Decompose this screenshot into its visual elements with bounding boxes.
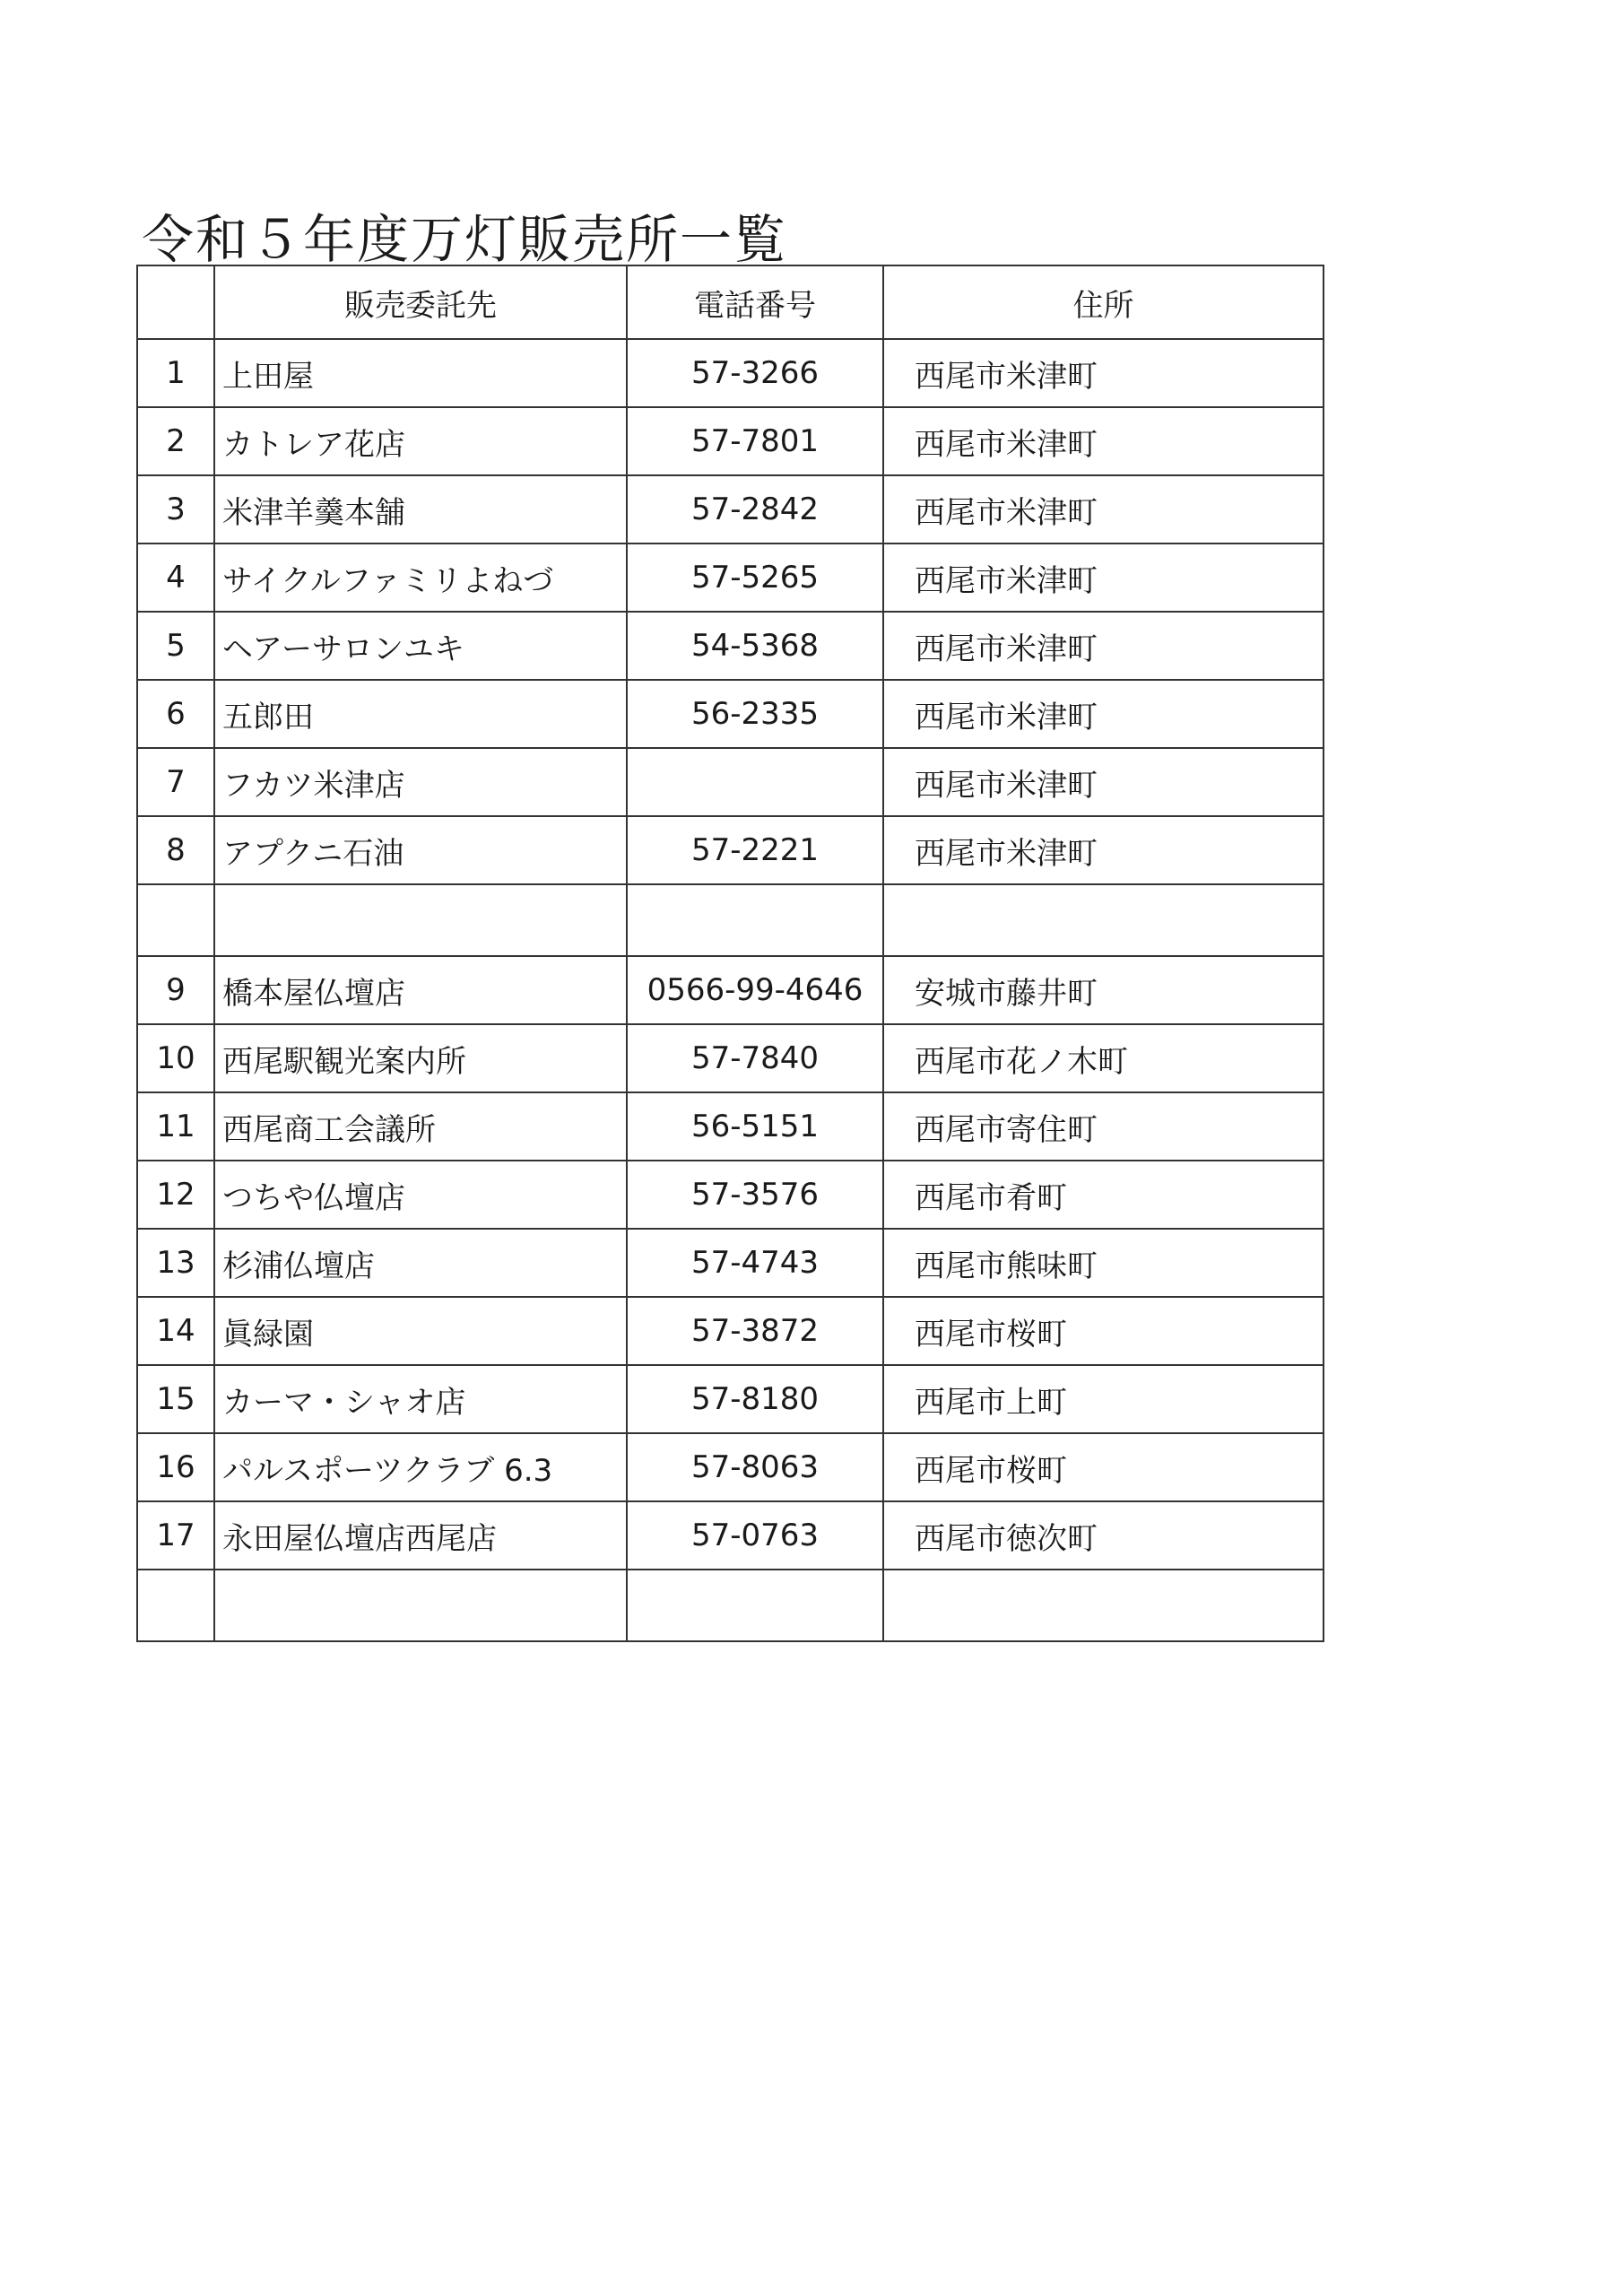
cell-name: 西尾商工会議所 xyxy=(214,1092,627,1161)
cell-no: 6 xyxy=(137,680,214,748)
cell-tel: 57-7840 xyxy=(627,1024,883,1092)
cell-address: 西尾市桜町 xyxy=(883,1297,1324,1365)
cell-no: 4 xyxy=(137,544,214,612)
cell-name: 上田屋 xyxy=(214,339,627,407)
cell-address: 西尾市肴町 xyxy=(883,1161,1324,1229)
cell-tel: 57-8063 xyxy=(627,1433,883,1501)
cell-no: 7 xyxy=(137,748,214,816)
table-row xyxy=(137,956,1324,1024)
header-address: 住所 xyxy=(883,265,1324,339)
cell-tel xyxy=(627,748,883,816)
table-row xyxy=(137,1161,1324,1229)
cell-address: 西尾市米津町 xyxy=(883,339,1324,407)
cell-address: 西尾市米津町 xyxy=(883,748,1324,816)
cell-tel: 0566-99-4646 xyxy=(627,956,883,1024)
cell-name: アプクニ石油 xyxy=(214,816,627,884)
cell-address: 西尾市米津町 xyxy=(883,816,1324,884)
cell-tel xyxy=(627,1570,883,1641)
cell-name: フカツ米津店 xyxy=(214,748,627,816)
cell-name: サイクルファミリよねづ xyxy=(214,544,627,612)
cell-name: 米津羊羹本舗 xyxy=(214,475,627,544)
table-row xyxy=(137,1297,1324,1365)
table-row xyxy=(137,1501,1324,1570)
table-body xyxy=(137,339,1324,1641)
cell-tel: 56-2335 xyxy=(627,680,883,748)
cell-name: カーマ・シャオ店 xyxy=(214,1365,627,1433)
cell-no: 8 xyxy=(137,816,214,884)
table-row xyxy=(137,1092,1324,1161)
table-row xyxy=(137,680,1324,748)
cell-name: 永田屋仏壇店西尾店 xyxy=(214,1501,627,1570)
cell-tel: 57-7801 xyxy=(627,407,883,475)
cell-address: 西尾市桜町 xyxy=(883,1433,1324,1501)
cell-name: 橋本屋仏壇店 xyxy=(214,956,627,1024)
table-row xyxy=(137,1365,1324,1433)
table-row xyxy=(137,816,1324,884)
cell-address: 西尾市米津町 xyxy=(883,680,1324,748)
cell-tel: 57-3872 xyxy=(627,1297,883,1365)
cell-name: ヘアーサロンユキ xyxy=(214,612,627,680)
table-row xyxy=(137,1024,1324,1092)
cell-address: 西尾市上町 xyxy=(883,1365,1324,1433)
cell-address xyxy=(883,884,1324,956)
cell-name: パルスポーツクラブ 6.3 xyxy=(214,1433,627,1501)
table-row xyxy=(137,407,1324,475)
cell-address: 西尾市寄住町 xyxy=(883,1092,1324,1161)
cell-name: つちや仏壇店 xyxy=(214,1161,627,1229)
cell-tel: 57-4743 xyxy=(627,1229,883,1297)
cell-tel: 56-5151 xyxy=(627,1092,883,1161)
cell-address: 西尾市熊味町 xyxy=(883,1229,1324,1297)
table-row xyxy=(137,1229,1324,1297)
cell-no: 2 xyxy=(137,407,214,475)
cell-tel: 57-2221 xyxy=(627,816,883,884)
cell-address: 西尾市米津町 xyxy=(883,544,1324,612)
cell-address: 西尾市米津町 xyxy=(883,612,1324,680)
cell-name xyxy=(214,1570,627,1641)
cell-name: カトレア花店 xyxy=(214,407,627,475)
vendor-table xyxy=(136,265,1324,1642)
header-tel: 電話番号 xyxy=(627,265,883,339)
cell-no: 13 xyxy=(137,1229,214,1297)
cell-name xyxy=(214,884,627,956)
table-row xyxy=(137,475,1324,544)
table-row xyxy=(137,339,1324,407)
cell-name: 杉浦仏壇店 xyxy=(214,1229,627,1297)
table-row xyxy=(137,748,1324,816)
cell-no: 14 xyxy=(137,1297,214,1365)
table-row xyxy=(137,544,1324,612)
cell-no xyxy=(137,884,214,956)
cell-no: 9 xyxy=(137,956,214,1024)
header-no xyxy=(137,265,214,339)
cell-name: 眞緑園 xyxy=(214,1297,627,1365)
table-header-row xyxy=(137,265,1324,339)
cell-address: 安城市藤井町 xyxy=(883,956,1324,1024)
cell-tel xyxy=(627,884,883,956)
cell-tel: 57-2842 xyxy=(627,475,883,544)
cell-no: 5 xyxy=(137,612,214,680)
cell-address: 西尾市花ノ木町 xyxy=(883,1024,1324,1092)
cell-no: 15 xyxy=(137,1365,214,1433)
cell-tel: 54-5368 xyxy=(627,612,883,680)
cell-no: 11 xyxy=(137,1092,214,1161)
table-row xyxy=(137,612,1324,680)
cell-no: 16 xyxy=(137,1433,214,1501)
header-name: 販売委託先 xyxy=(214,265,627,339)
cell-address: 西尾市米津町 xyxy=(883,407,1324,475)
table-row xyxy=(137,884,1324,956)
cell-name: 西尾駅観光案内所 xyxy=(214,1024,627,1092)
cell-no: 12 xyxy=(137,1161,214,1229)
cell-tel: 57-0763 xyxy=(627,1501,883,1570)
table-row xyxy=(137,1433,1324,1501)
cell-no xyxy=(137,1570,214,1641)
cell-address: 西尾市徳次町 xyxy=(883,1501,1324,1570)
cell-no: 3 xyxy=(137,475,214,544)
cell-address xyxy=(883,1570,1324,1641)
cell-no: 1 xyxy=(137,339,214,407)
cell-tel: 57-8180 xyxy=(627,1365,883,1433)
page-title: 令和５年度万灯販売所一覧 xyxy=(142,209,788,270)
cell-tel: 57-5265 xyxy=(627,544,883,612)
table-row xyxy=(137,1570,1324,1641)
cell-name: 五郎田 xyxy=(214,680,627,748)
cell-no: 10 xyxy=(137,1024,214,1092)
cell-tel: 57-3576 xyxy=(627,1161,883,1229)
cell-address: 西尾市米津町 xyxy=(883,475,1324,544)
cell-tel: 57-3266 xyxy=(627,339,883,407)
cell-no: 17 xyxy=(137,1501,214,1570)
